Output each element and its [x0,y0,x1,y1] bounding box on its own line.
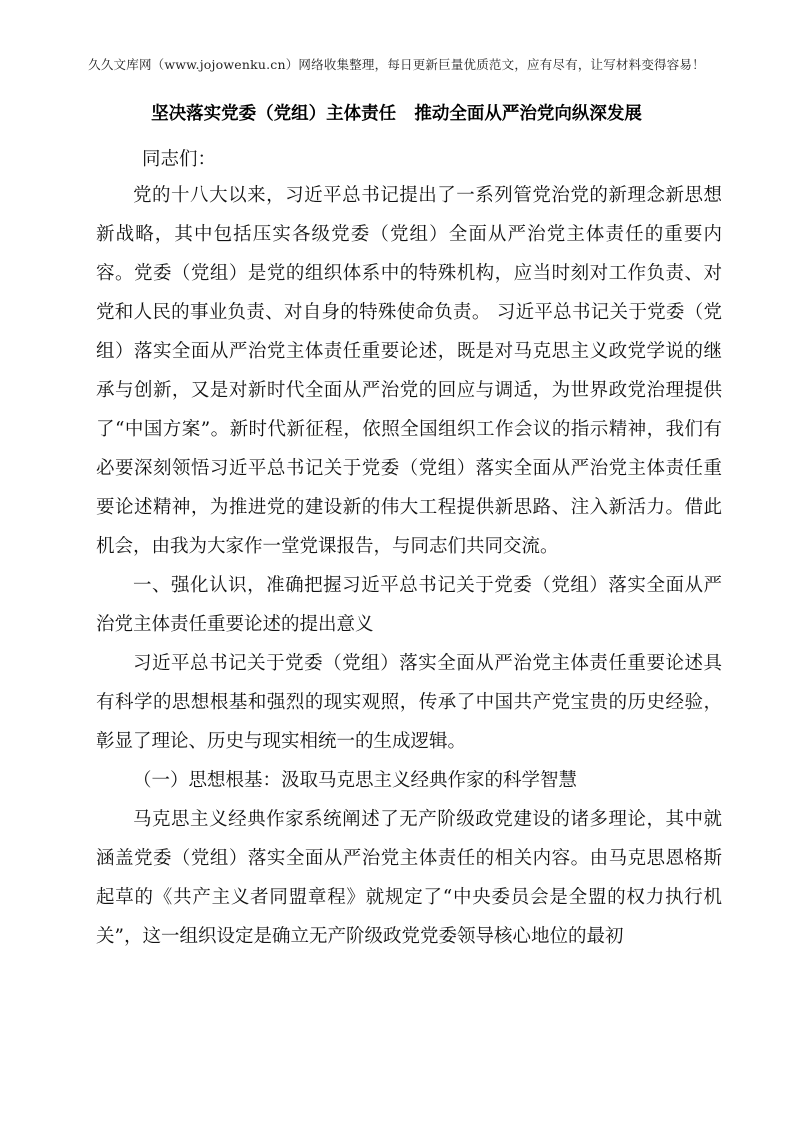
section-heading-1: 一、强化认识，准确把握习近平总书记关于党委（党组）落实全面从严治党主体责任重要论述的提出意义 [96,575,722,635]
site-notice-header: 久久文库网（www.jojowenku.cn）网络收集整理，每日更新巨量优质范文，应有尽有，让写材料变得容易！ [88,57,705,72]
document-body [96,176,722,956]
paragraph-section-1: 习近平总书记关于党委（党组）落实全面从严治党主体责任重要论述具有科学的思想根基和强烈的现实观照，传承了中国共产党宝贵的历史经验，彰显了理论、历史与现实相统一的生成逻辑。 [96,653,722,752]
document-title: 坚决落实党委（党组）主体责任 推动全面从严治党向纵深发展 [151,104,642,124]
salutation: 同志们： [142,149,217,170]
paragraph-intro: 党的十八大以来，习近平总书记提出了一系列管党治党的新理念新思想新战略，其中包括压实各级党委（党组）全面从严治党主体责任的重要内容。党委（党组）是党的组织体系中的特殊机构，应当时刻对工作负责、对党和人民的事业负责、对自身的特殊使命负责。 习近平总书记关于党委（党组）落实全面从严治党主体责任重要论述，既是对马克思主义政党学说的继承与创新，又是对新时代全面从严治党的回应与调适，为世界政党治理提供了“中国方案”。新时代新征程，依照全国组织工作会议的指示精神，我们有必要深刻领悟习近平总书记关于党委（党组）落实全面从严治党主体责任重要论述精神，为推进党的建设新的伟大工程提供新思路、注入新活力。借此机会，由我为大家作一堂党课报告，与同志们共同交流。 [96,185,722,557]
subsection-heading-1: （一）思想根基：汲取马克思主义经典作家的科学智慧 [133,770,578,791]
paragraph-subsection-1: 马克思主义经典作家系统阐述了无产阶级政党建设的诸多理论，其中就涵盖党委（党组）落实全面从严治党主体责任的相关内容。由马克思恩格斯起草的《共产主义者同盟章程》就规定了“中央委员会是全盟的权力执行机关”，这一组织设定是确立无产阶级政党党委领导核心地位的最初 [96,809,722,947]
